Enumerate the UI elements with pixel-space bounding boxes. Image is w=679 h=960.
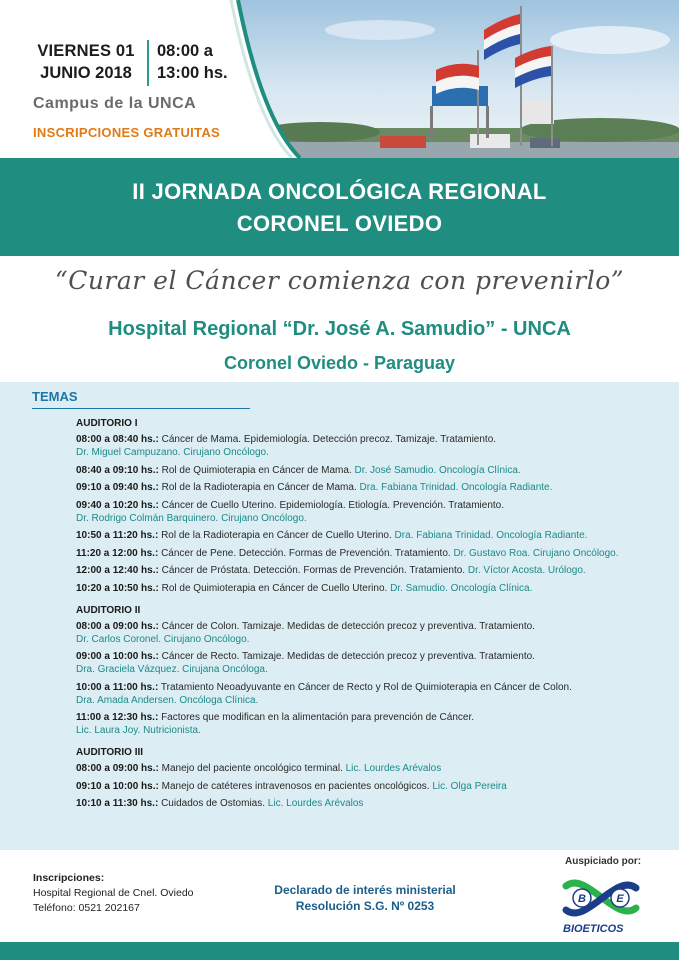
- logo-letter-e: E: [616, 893, 624, 905]
- session-speaker: Dra. Fabiana Trinidad. Oncología Radiante.: [359, 482, 553, 493]
- session-topic: Tratamiento Neoadyuvante en Cáncer de Recto y Rol de Quimioterapia en Cáncer de Colon.: [160, 681, 572, 693]
- logo-letter-b: B: [578, 893, 586, 905]
- session-time: 09:10 a 09:40 hs.:: [76, 482, 159, 493]
- event-day: VIERNES 01: [37, 42, 135, 60]
- session-speaker: Dra. Amada Andersen. Oncóloga Clínica.: [76, 694, 259, 706]
- registration-place: Hospital Regional de Cnel. Oviedo: [33, 887, 194, 899]
- event-date: [30, 40, 142, 84]
- title-band: [0, 158, 679, 256]
- session-speaker: Lic. Lourdes Arévalos: [345, 763, 442, 774]
- session-topic: Cuidados de Ostomias.: [161, 798, 266, 809]
- declaration-line1: Declarado de interés ministerial: [274, 883, 456, 897]
- session-speaker: Dr. Miguel Campuzano. Cirujano Oncólogo.: [76, 447, 269, 458]
- session-time: 08:00 a 09:00 hs.:: [76, 620, 159, 632]
- session-time: 10:10 a 11:30 hs.:: [76, 798, 159, 809]
- event-time: [157, 40, 228, 84]
- session-item: [76, 650, 666, 676]
- session-topic: Cáncer de Próstata. Detección. Formas de Prevención. Tratamiento.: [161, 565, 466, 576]
- date-divider: [147, 40, 149, 86]
- session-item: [76, 529, 666, 542]
- session-speaker: Dra. Graciela Vázquez. Cirujana Oncóloga.: [76, 664, 268, 675]
- session-speaker: Dr. Gustavo Roa. Cirujano Oncólogo.: [453, 547, 619, 559]
- topics-heading: TEMAS: [32, 389, 78, 404]
- session-item: [76, 464, 666, 477]
- session-time: 10:50 a 11:20 hs.:: [76, 530, 159, 541]
- event-month-year: JUNIO 2018: [40, 64, 132, 82]
- session-time: 09:00 a 10:00 hs.:: [76, 651, 159, 662]
- event-date-block: [0, 0, 290, 158]
- registration-phone: Teléfono: 0521 202167: [33, 902, 140, 914]
- session-time: 09:40 a 10:20 hs.:: [76, 499, 159, 511]
- session-topic: Cáncer de Pene. Detección. Formas de Prevención. Tratamiento.: [161, 547, 451, 559]
- auditorium-1-label: AUDITORIO I: [76, 418, 138, 429]
- slogan: “Curar el Cáncer comienza con prevenirlo”: [54, 266, 625, 295]
- session-item: [76, 762, 666, 775]
- session-topic: Manejo del paciente oncológico terminal.: [161, 763, 343, 774]
- session-time: 11:00 a 12:30 hs.:: [76, 712, 159, 723]
- program-section: [0, 382, 679, 850]
- session-time: 08:40 a 09:10 hs.:: [76, 464, 159, 476]
- session-item: [76, 620, 666, 646]
- session-item: [76, 711, 666, 737]
- session-topic: Rol de la Radioterapia en Cáncer de Mama.: [161, 482, 357, 493]
- program-list: [76, 418, 666, 815]
- session-time: 11:20 a 12:00 hs.:: [76, 547, 159, 559]
- session-speaker: Dr. Rodrigo Colmán Barquinero. Cirujano Oncólogo.: [76, 512, 307, 524]
- auditorium-2-label: AUDITORIO II: [76, 604, 141, 616]
- session-topic: Rol de Quimioterapia en Cáncer de Mama.: [161, 464, 352, 476]
- session-topic: Manejo de catéteres intravenosos en pacientes oncológicos.: [161, 780, 430, 792]
- session-speaker: Dr. Víctor Acosta. Urólogo.: [467, 565, 586, 576]
- session-topic: Cáncer de Mama. Epidemiología. Detección precoz. Tamizaje. Tratamiento.: [161, 434, 497, 445]
- session-item: [76, 780, 666, 793]
- bioeticos-logo-icon: [560, 872, 642, 926]
- city-country: Coronel Oviedo - Paraguay: [223, 353, 456, 373]
- session-time: 10:00 a 11:00 hs.:: [76, 681, 159, 693]
- event-time-end: 13:00 hs.: [157, 64, 228, 82]
- bottom-bar: [0, 942, 679, 960]
- session-speaker: Lic. Lourdes Arévalos: [267, 798, 364, 809]
- session-topic: Cáncer de Cuello Uterino. Epidemiología. Etiología. Prevención. Tratamiento.: [161, 499, 505, 511]
- event-time-start: 08:00 a: [157, 42, 213, 60]
- sponsor-name: BIOETICOS: [563, 923, 624, 935]
- registration-heading: Inscripciones:: [33, 872, 105, 884]
- free-registration-note: INSCRIPCIONES GRATUITAS: [33, 125, 220, 140]
- session-time: 10:20 a 10:50 hs.:: [76, 582, 159, 594]
- session-time: 08:00 a 08:40 hs.:: [76, 434, 159, 445]
- registration-info: [33, 871, 194, 916]
- session-time: 12:00 a 12:40 hs.:: [76, 565, 159, 576]
- session-item: [76, 681, 666, 707]
- session-topic: Cáncer de Recto. Tamizaje. Medidas de detección precoz y preventiva. Tratamiento.: [161, 651, 535, 662]
- topics-underline: [32, 408, 250, 409]
- session-time: 09:10 a 10:00 hs.:: [76, 780, 159, 792]
- session-topic: Factores que modifican en la alimentación para prevención de Cáncer.: [161, 712, 475, 723]
- session-item: [76, 547, 666, 560]
- event-title-line1: II JORNADA ONCOLÓGICA REGIONAL: [132, 179, 547, 204]
- session-speaker: Dra. Fabiana Trinidad. Oncología Radiante.: [394, 530, 588, 541]
- footer: [0, 850, 679, 942]
- session-item: [76, 564, 666, 577]
- session-item: [76, 481, 666, 494]
- header: [0, 0, 679, 158]
- sponsor-label: Auspiciado por:: [565, 856, 642, 867]
- session-speaker: Lic. Olga Pereira: [432, 780, 507, 792]
- hospital-name: Hospital Regional “Dr. José A. Samudio” - UNCA: [108, 318, 571, 340]
- session-speaker: Dr. Samudio. Oncología Clínica.: [390, 582, 533, 594]
- session-speaker: Dr. José Samudio. Oncología Clínica.: [354, 464, 521, 476]
- ministerial-declaration: [255, 882, 475, 914]
- auditorium-3-label: AUDITORIO III: [76, 747, 144, 758]
- session-speaker: Dr. Carlos Coronel. Cirujano Oncólogo.: [76, 633, 250, 645]
- session-item: [76, 797, 666, 810]
- event-venue: Campus de la UNCA: [33, 95, 197, 112]
- session-item: [76, 582, 666, 595]
- session-item: [76, 499, 666, 525]
- session-speaker: Lic. Laura Joy. Nutricionista.: [76, 725, 201, 736]
- declaration-line2: Resolución S.G. Nº 0253: [295, 899, 435, 913]
- session-topic: Rol de Quimioterapia en Cáncer de Cuello Uterino.: [161, 582, 388, 594]
- session-item: [76, 433, 666, 459]
- event-title-line2: CORONEL OVIEDO: [236, 211, 443, 236]
- session-time: 08:00 a 09:00 hs.:: [76, 763, 159, 774]
- session-topic: Rol de la Radioterapia en Cáncer de Cuello Uterino.: [161, 530, 392, 541]
- session-topic: Cáncer de Colon. Tamizaje. Medidas de detección precoz y preventiva. Tratamiento.: [161, 620, 535, 632]
